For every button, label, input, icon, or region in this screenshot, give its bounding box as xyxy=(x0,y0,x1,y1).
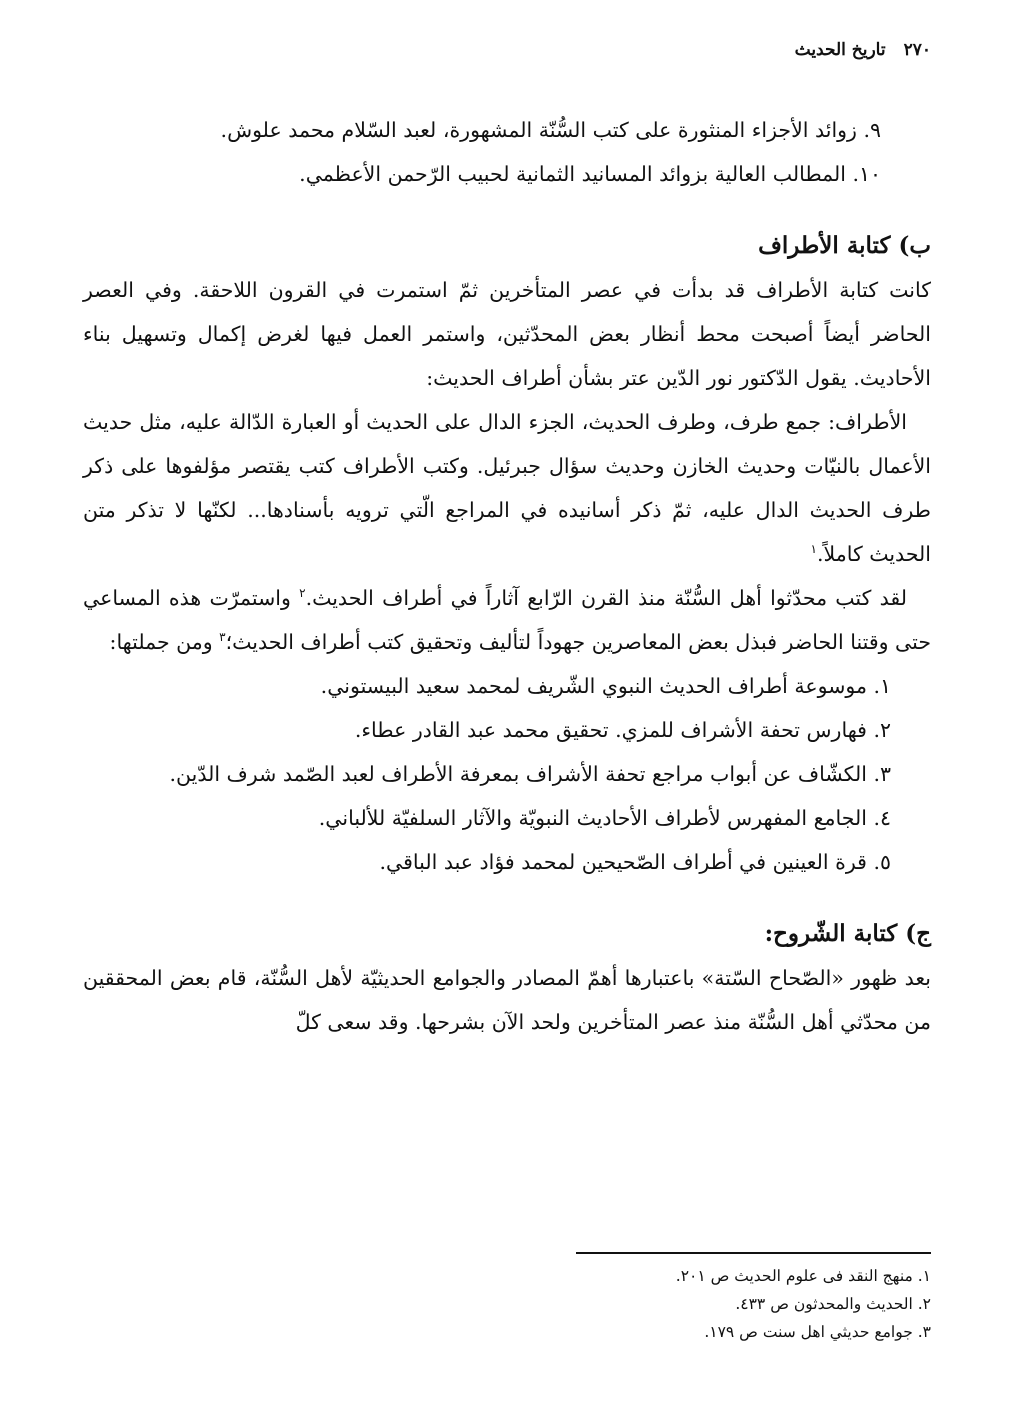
page-body xyxy=(83,108,931,1044)
footnote: ٣. جوامع حديثي اهل سنت ص ١٧٩. xyxy=(704,1323,931,1341)
top-book-list xyxy=(83,108,931,196)
list-item: ١٠. المطالب العالية بزوائد المسانيد الثمانية لحبيب الرّحمن الأعظمي. xyxy=(299,162,881,186)
paragraph-shuruh: بعد ظهور «الصّحاح السّتة» باعتبارها أهمّ المصادر والجوامع الحديثيّة لأهل السُّنّة، قام بعض المحققين من محدّثي أهل السُّنّة منذ عصر المتأخرين ولحد الآن بشرحها. وقد سعى كلّ xyxy=(83,966,931,1034)
list-item: ٤. الجامع المفهرس لأطراف الأحاديث النبويّة والآثار السلفيّة للألباني. xyxy=(318,806,891,830)
footnote-marker: ١ xyxy=(810,542,817,557)
paragraph-atraf-intro: كانت كتابة الأطراف قد بدأت في عصر المتأخرين ثمّ استمرت في القرون اللاحقة. وفي العصر الحاضر أيضاً أصبحت محط أنظار بعض المحدّثين، واستمر العمل فيها لغرض إكمال وتسهيل بناء الأحاديث. يقول الدّكتور نور الدّين عتر بشأن أطراف الحديث: xyxy=(83,278,931,390)
paragraph-atraf-history xyxy=(83,576,931,664)
list-item: ٩. زوائد الأجزاء المنثورة على كتب السُّنّة المشهورة، لعبد السّلام محمد علوش. xyxy=(220,118,881,142)
footnotes xyxy=(83,1252,931,1346)
list-item: ٢. فهارس تحفة الأشراف للمزي. تحقيق محمد عبد القادر عطاء. xyxy=(354,718,891,742)
footnote: ٢. الحديث والمحدثون ص ٤٣٣. xyxy=(735,1295,931,1313)
page-number: ٢٧٠ xyxy=(903,40,931,60)
quote-text: الأطراف: جمع طرف، وطرف الحديث، الجزء الدال على الحديث أو العبارة الدّالة عليه، مثل حديث الأعمال بالنيّات وحديث الخازن وحديث سؤال جبرئيل. وكتب الأطراف كتب يقتصر مؤلفوها على ذكر طرف الحديث الدال عليه، ثمّ ذكر أسانيده في المراجع الّتي ترويه بأسنادها... لكنّها لا تذكر متن الحديث كاملاً. xyxy=(83,410,931,566)
list-item: ٣. الكشّاف عن أبواب مراجع تحفة الأشراف بمعرفة الأطراف لعبد الصّمد شرف الدّين. xyxy=(169,762,891,786)
footnote-divider xyxy=(576,1252,931,1254)
list-item: ٥. قرة العينين في أطراف الصّحيحين لمحمد فؤاد عبد الباقي. xyxy=(379,850,891,874)
running-title: تاريخ الحديث xyxy=(794,40,886,60)
paragraph-atraf-quote xyxy=(83,400,931,576)
atraf-book-list xyxy=(83,664,931,884)
section-heading-b: ب) كتابة الأطراف xyxy=(758,232,931,259)
section-heading-c: ج) كتابة الشّروح: xyxy=(764,920,931,947)
list-item: ١. موسوعة أطراف الحديث النبوي الشّريف لمحمد سعيد البيستوني. xyxy=(320,674,891,698)
running-header xyxy=(795,40,931,60)
footnote-marker: ٢ xyxy=(299,586,306,601)
footnote: ١. منهج النقد فى علوم الحديث ص ٢٠١. xyxy=(675,1267,931,1285)
paragraph-text: ومن جملتها: xyxy=(109,630,220,654)
footnote-marker: ٣ xyxy=(219,630,226,645)
paragraph-text: لقد كتب محدّثوا أهل السُّنّة منذ القرن الرّابع آثاراً في أطراف الحديث. xyxy=(305,586,907,610)
paragraph-text: واستمرّت هذه المساعي حتى وقتنا الحاضر فبذل بعض المعاصرين جهوداً لتأليف وتحقيق كتب أطراف الحديث؛ xyxy=(83,586,931,654)
